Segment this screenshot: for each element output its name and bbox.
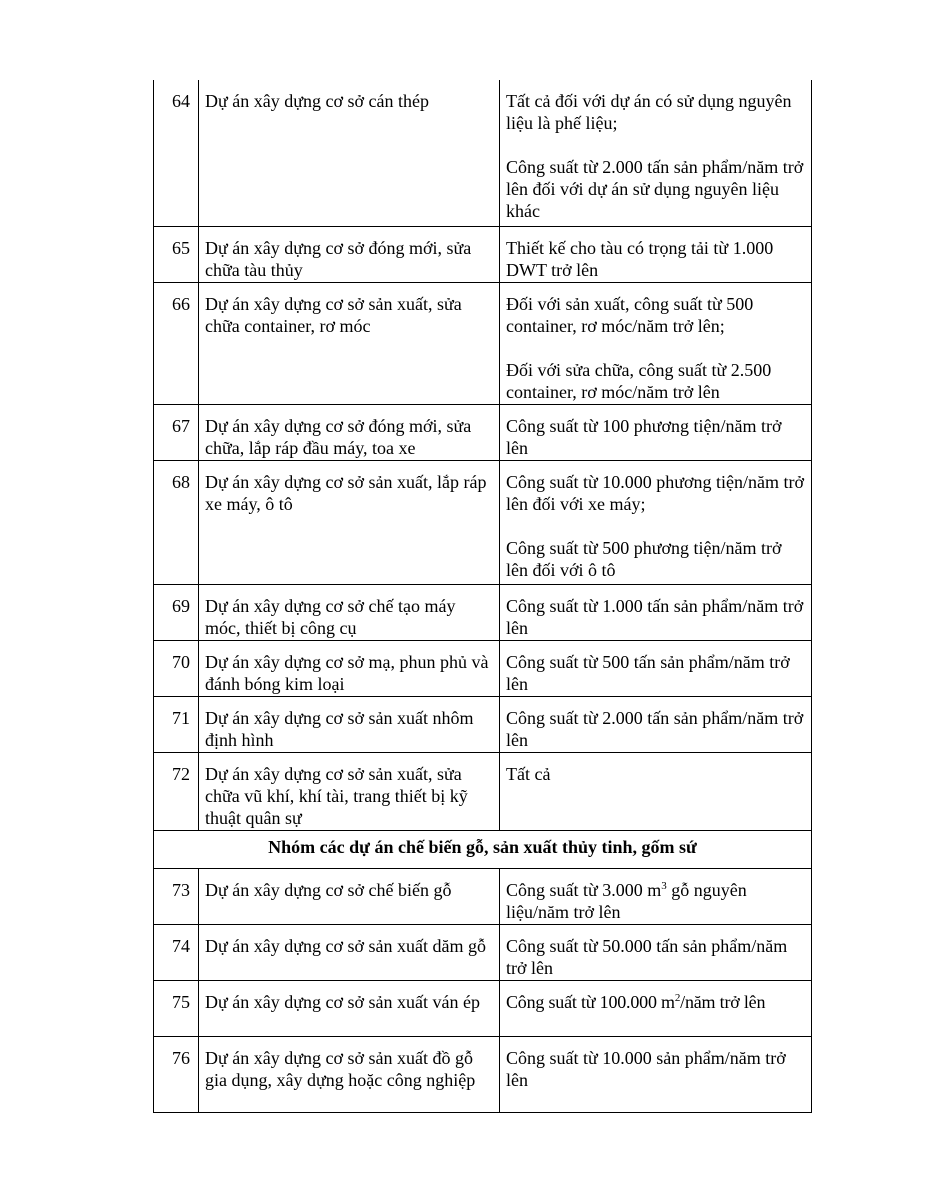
criteria-line: Công suất từ 10.000 phương tiện/năm trở lên đối với xe máy; xyxy=(506,471,805,514)
table-row xyxy=(154,404,812,460)
project-name: Dự án xây dựng cơ sở chế biến gỗ xyxy=(199,868,500,924)
project-name: Dự án xây dựng cơ sở sản xuất, lắp ráp xe máy, ô tô xyxy=(199,460,500,584)
table-row xyxy=(154,696,812,752)
project-name: Dự án xây dựng cơ sở chế tạo máy móc, thiết bị công cụ xyxy=(199,584,500,640)
criteria-text: Công suất từ 100.000 m xyxy=(506,991,675,1012)
table-row xyxy=(154,868,812,924)
project-table xyxy=(153,80,812,1113)
criteria-cell xyxy=(500,696,812,752)
table-row xyxy=(154,460,812,584)
table-row xyxy=(154,980,812,1036)
row-number: 66 xyxy=(154,282,199,404)
criteria-text: Công suất từ 3.000 m xyxy=(506,879,662,900)
row-number: 70 xyxy=(154,640,199,696)
project-name: Dự án xây dựng cơ sở đóng mới, sửa chữa, lắp ráp đầu máy, toa xe xyxy=(199,404,500,460)
criteria-cell xyxy=(500,460,812,584)
criteria-cell xyxy=(500,404,812,460)
row-number: 68 xyxy=(154,460,199,584)
criteria-line: Đối với sửa chữa, công suất từ 2.500 container, rơ móc/năm trở lên xyxy=(506,359,772,402)
unit-exponent: 2 xyxy=(674,991,681,1004)
project-name: Dự án xây dựng cơ sở sản xuất, sửa chữa container, rơ móc xyxy=(199,282,500,404)
project-name: Dự án xây dựng cơ sở cán thép xyxy=(199,80,500,226)
row-number: 74 xyxy=(154,924,199,980)
criteria-line: Tất cả đối với dự án có sử dụng nguyên liệu là phế liệu; xyxy=(506,91,792,133)
project-name: Dự án xây dựng cơ sở sản xuất dăm gỗ xyxy=(199,924,500,980)
table-row xyxy=(154,640,812,696)
criteria-line: Công suất từ 2.000 tấn sản phẩm/năm trở lên xyxy=(506,707,804,750)
row-number: 69 xyxy=(154,584,199,640)
row-number: 71 xyxy=(154,696,199,752)
criteria-line: Công suất từ 500 tấn sản phẩm/năm trở lên xyxy=(506,651,790,694)
document-page xyxy=(153,80,811,1113)
criteria-cell: Công suất từ 50.000 tấn sản phẩm/năm trở lên xyxy=(500,924,812,980)
project-name: Dự án xây dựng cơ sở sản xuất nhôm định hình xyxy=(199,696,500,752)
criteria-line: Công suất từ 1.000 tấn sản phẩm/năm trở lên xyxy=(506,595,804,638)
project-name: Dự án xây dựng cơ sở sản xuất đồ gỗ gia dụng, xây dựng hoặc công nghiệp xyxy=(199,1036,500,1112)
criteria-cell xyxy=(500,640,812,696)
criteria-cell xyxy=(500,226,812,282)
table-row xyxy=(154,226,812,282)
criteria-cell: Công suất từ 10.000 sản phẩm/năm trở lên xyxy=(500,1036,812,1112)
row-number: 75 xyxy=(154,980,199,1036)
row-number: 73 xyxy=(154,868,199,924)
project-name: Dự án xây dựng cơ sở sản xuất ván ép xyxy=(199,980,500,1036)
criteria-line: Công suất từ 100 phương tiện/năm trở lên xyxy=(506,415,782,458)
criteria-line: Đối với sản xuất, công suất từ 500 container, rơ móc/năm trở lên; xyxy=(506,293,754,336)
row-number: 64 xyxy=(154,80,199,226)
criteria-line: Tất cả xyxy=(506,763,551,784)
group-heading: Nhóm các dự án chế biến gỗ, sản xuất thủy tinh, gốm sứ xyxy=(154,830,812,868)
criteria-line: Thiết kế cho tàu có trọng tải từ 1.000 DWT trở lên xyxy=(506,237,774,280)
row-number: 72 xyxy=(154,752,199,830)
table-row xyxy=(154,80,812,226)
criteria-line: Công suất từ 500 phương tiện/năm trở lên đối với ô tô xyxy=(506,537,782,580)
project-name: Dự án xây dựng cơ sở đóng mới, sửa chữa tàu thủy xyxy=(199,226,500,282)
table-row xyxy=(154,584,812,640)
project-name: Dự án xây dựng cơ sở mạ, phun phủ và đánh bóng kim loại xyxy=(199,640,500,696)
unit-exponent: 3 xyxy=(661,879,667,892)
criteria-cell xyxy=(500,80,812,226)
row-number: 76 xyxy=(154,1036,199,1112)
table-row xyxy=(154,1036,812,1112)
criteria-cell xyxy=(500,868,812,924)
criteria-cell xyxy=(500,282,812,404)
table-row xyxy=(154,282,812,404)
table-row xyxy=(154,924,812,980)
criteria-line: Công suất từ 2.000 tấn sản phẩm/năm trở lên đối với dự án sử dụng nguyên liệu khác xyxy=(506,157,804,221)
project-name: Dự án xây dựng cơ sở sản xuất, sửa chữa vũ khí, khí tài, trang thiết bị kỹ thuật quân sự xyxy=(199,752,500,830)
criteria-cell xyxy=(500,752,812,830)
group-heading-row xyxy=(154,830,812,868)
criteria-cell xyxy=(500,584,812,640)
criteria-text: gỗ nguyên liệu/năm trở lên xyxy=(506,879,747,922)
table-row xyxy=(154,752,812,830)
row-number: 67 xyxy=(154,404,199,460)
criteria-cell xyxy=(500,980,812,1036)
criteria-text: /năm trở lên xyxy=(680,991,766,1012)
row-number: 65 xyxy=(154,226,199,282)
